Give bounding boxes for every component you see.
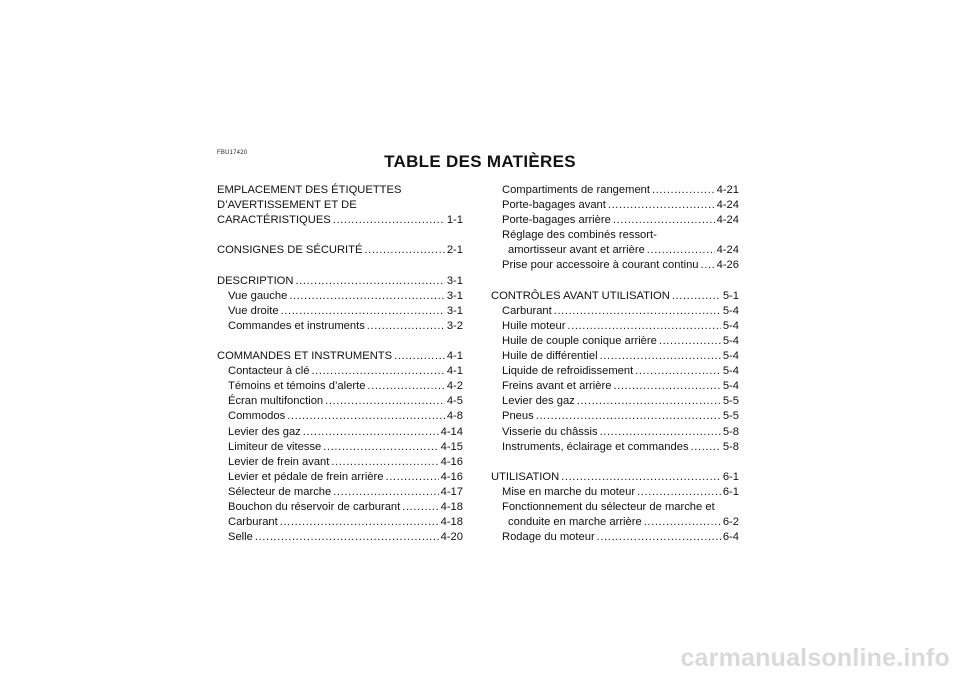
toc-leader: [331, 455, 438, 470]
toc-subentry[interactable]: [217, 364, 463, 379]
toc-entry-text: Carburant: [502, 304, 552, 317]
toc-leader: [567, 319, 720, 334]
toc-page-number: 4-15: [440, 440, 463, 453]
toc-entry-text: Mise en marche du moteur: [502, 485, 636, 498]
toc-subentry[interactable]: [491, 334, 739, 349]
toc-subentry[interactable]: [491, 319, 739, 334]
toc-leader: [597, 530, 721, 545]
toc-entry-text: Freins avant et arrière: [502, 380, 612, 393]
page-title: TABLE DES MATIÈRES: [384, 152, 576, 171]
toc-leader: [691, 440, 721, 455]
toc-leader: [255, 530, 439, 545]
toc-leader: [281, 304, 445, 319]
toc-leader: [295, 274, 444, 289]
toc-subentry[interactable]: [217, 319, 463, 334]
toc-page-number: 5-4: [722, 319, 739, 332]
toc-page-number: 4-24: [716, 244, 739, 257]
toc-entry-consignes[interactable]: [217, 243, 463, 258]
toc-entry-text: CONSIGNES DE SÉCURITÉ: [217, 244, 363, 257]
toc-leader: [367, 379, 444, 394]
toc-leader: [364, 243, 444, 258]
toc-page-number: 3-1: [446, 274, 463, 287]
toc-entry-controles[interactable]: [491, 289, 739, 304]
toc-page-number: 5-5: [722, 410, 739, 423]
toc-entry-text: Huile moteur: [502, 319, 566, 332]
toc-subentry[interactable]: [491, 364, 739, 379]
toc-page-number: 4-5: [446, 395, 463, 408]
toc-leader: [701, 258, 715, 273]
toc-subentry[interactable]: [491, 409, 739, 424]
toc-subentry[interactable]: [217, 409, 463, 424]
toc-leader: [652, 183, 715, 198]
toc-entry-text: Levier de frein avant: [228, 455, 330, 468]
toc-subentry[interactable]: [217, 485, 463, 500]
toc-leader: [402, 500, 438, 515]
toc-leader: [647, 243, 715, 258]
toc-leader: [385, 470, 438, 485]
toc-leader: [608, 198, 715, 213]
toc-entry-emplacement-line2[interactable]: D’AVERTISSEMENT ET DE: [217, 199, 357, 212]
toc-page-number: 6-1: [722, 470, 739, 483]
toc-subentry[interactable]: [491, 213, 739, 228]
toc-entry-text: COMMANDES ET INSTRUMENTS: [217, 350, 393, 363]
toc-entry-emplacement-line1[interactable]: EMPLACEMENT DES ÉTIQUETTES: [217, 184, 402, 196]
toc-page-number: 6-2: [722, 516, 739, 529]
toc-leader: [637, 485, 721, 500]
toc-entry-text: Bouchon du réservoir de carburant: [228, 500, 401, 513]
toc-subentry-selecteur-line1[interactable]: Fonctionnement du sélecteur de marche et: [502, 500, 715, 513]
toc-entry-text: amortisseur avant et arrière: [508, 244, 645, 257]
toc-leader: [635, 364, 721, 379]
toc-page-number: 6-1: [722, 485, 739, 498]
toc-page-number: 5-4: [722, 304, 739, 317]
toc-leader: [367, 319, 445, 334]
toc-page-number: 2-1: [446, 244, 463, 257]
toc-leader: [333, 213, 445, 228]
toc-leader: [280, 515, 439, 530]
toc-subentry[interactable]: [491, 258, 739, 273]
toc-page-number: 1-1: [446, 214, 463, 227]
toc-leader: [323, 440, 438, 455]
toc-page-number: 5-4: [722, 334, 739, 347]
toc-entry-text: Témoins et témoins d’alerte: [228, 380, 366, 393]
toc-subentry[interactable]: [217, 530, 463, 545]
toc-leader: [325, 394, 445, 409]
toc-entry-text: Selle: [228, 531, 253, 544]
toc-subentry[interactable]: [491, 530, 739, 545]
toc-subentry[interactable]: [491, 394, 739, 409]
toc-right-column: [491, 183, 739, 545]
toc-entry-commandes[interactable]: [217, 349, 463, 364]
toc-leader: [613, 379, 720, 394]
toc-subentry[interactable]: [491, 198, 739, 213]
toc-leader: [600, 349, 721, 364]
toc-entry-text: Levier et pédale de frein arrière: [228, 470, 384, 483]
toc-entry-text: Visserie du châssis: [502, 425, 598, 438]
toc-subentry[interactable]: [217, 500, 463, 515]
toc-entry-text: Porte-bagages avant: [502, 199, 606, 212]
toc-page-number: 4-17: [440, 485, 463, 498]
toc-entry-text: CARACTÉRISTIQUES: [217, 214, 331, 227]
toc-page-number: 5-5: [722, 395, 739, 408]
toc-page-number: 3-1: [446, 304, 463, 317]
toc-leader: [613, 213, 715, 228]
toc-leader: [287, 409, 445, 424]
toc-entry-text: Vue gauche: [228, 289, 288, 302]
toc-page-number: 4-16: [440, 455, 463, 468]
toc-leader: [600, 425, 721, 440]
toc-entry-text: Écran multifonction: [228, 395, 324, 408]
toc-entry-text: Levier des gaz: [228, 425, 301, 438]
toc-leader: [333, 485, 438, 500]
toc-page-number: 4-2: [446, 380, 463, 393]
toc-subentry[interactable]: [491, 349, 739, 364]
toc-page-number: 3-2: [446, 319, 463, 332]
toc-subentry[interactable]: [217, 304, 463, 319]
toc-page-number: 4-20: [440, 531, 463, 544]
toc-leader: [659, 334, 721, 349]
toc-entry-text: CONTRÔLES AVANT UTILISATION: [491, 289, 670, 302]
toc-page-number: 5-8: [722, 440, 739, 453]
toc-subentry-reglage[interactable]: [491, 243, 739, 258]
toc-subentry[interactable]: [491, 183, 739, 198]
toc-entry-text: Sélecteur de marche: [228, 485, 332, 498]
toc-subentry-reglage-line1[interactable]: Réglage des combinés ressort-: [502, 229, 657, 242]
toc-entry-text: Vue droite: [228, 304, 279, 317]
toc-subentry-selecteur[interactable]: [491, 515, 739, 530]
doc-code: FBU17420: [217, 150, 248, 156]
toc-entry-text: Commandes et instruments: [228, 319, 365, 332]
toc-entry-text: Limiteur de vitesse: [228, 440, 322, 453]
toc-leader: [561, 470, 721, 485]
toc-subentry[interactable]: [217, 289, 463, 304]
toc-subentry[interactable]: [491, 440, 739, 455]
toc-leader: [672, 289, 721, 304]
toc-page-number: 4-8: [446, 410, 463, 423]
toc-entry-utilisation[interactable]: [491, 470, 739, 485]
toc-entry-text: UTILISATION: [491, 470, 560, 483]
toc-subentry[interactable]: [491, 304, 739, 319]
toc-entry-text: Carburant: [228, 516, 278, 529]
toc-page-number: 5-8: [722, 425, 739, 438]
toc-entry-description[interactable]: [217, 274, 463, 289]
toc-entry-text: DESCRIPTION: [217, 274, 294, 287]
toc-entry-text: Huile de couple conique arrière: [502, 334, 657, 347]
toc-entry-text: Commodos: [228, 410, 286, 423]
toc-page-number: 4-18: [440, 500, 463, 513]
toc-left-column: [217, 183, 463, 545]
toc-subentry[interactable]: [217, 440, 463, 455]
toc-subentry[interactable]: [217, 470, 463, 485]
toc-subentry[interactable]: [217, 455, 463, 470]
toc-page-number: 3-1: [446, 289, 463, 302]
toc-entry-text: Instruments, éclairage et commandes: [502, 440, 689, 453]
toc-entry-text: conduite en marche arrière: [508, 516, 642, 529]
toc-entry-emplacement[interactable]: [217, 213, 463, 228]
toc-entry-text: Contacteur à clé: [228, 365, 310, 378]
toc-leader: [554, 304, 721, 319]
toc-page-number: 6-4: [722, 531, 739, 544]
toc-leader: [303, 425, 439, 440]
toc-entry-text: Rodage du moteur: [502, 531, 595, 544]
toc-entry-text: Levier des gaz: [502, 395, 575, 408]
toc-leader: [311, 364, 444, 379]
toc-subentry[interactable]: [491, 485, 739, 500]
toc-page-number: 5-4: [722, 350, 739, 363]
toc-subentry[interactable]: [217, 425, 463, 440]
toc-entry-text: Liquide de refroidissement: [502, 365, 634, 378]
toc-page-number: 5-4: [722, 365, 739, 378]
toc-leader: [394, 349, 445, 364]
toc-subentry[interactable]: [217, 515, 463, 530]
toc-page-number: 4-14: [440, 425, 463, 438]
toc-subentry[interactable]: [491, 379, 739, 394]
toc-entry-text: Prise pour accessoire à courant continu: [502, 259, 699, 272]
toc-page-number: 4-26: [716, 259, 739, 272]
toc-entry-text: Compartiments de rangement: [502, 184, 650, 196]
toc-subentry[interactable]: [217, 394, 463, 409]
toc-leader: [577, 394, 721, 409]
toc-page-number: 5-4: [722, 380, 739, 393]
toc-leader: [644, 515, 721, 530]
toc-entry-text: Porte-bagages arrière: [502, 214, 611, 227]
toc-subentry[interactable]: [491, 425, 739, 440]
toc-leader: [536, 409, 721, 424]
watermark: carmanualsonline.info: [680, 644, 950, 672]
toc-page-number: 4-16: [440, 470, 463, 483]
toc-entry-text: Huile de différentiel: [502, 350, 598, 363]
toc-page-number: 4-1: [446, 350, 463, 363]
toc-page-number: 4-24: [716, 199, 739, 212]
toc-page-number: 4-21: [716, 184, 739, 196]
toc-entry-text: Pneus: [502, 410, 534, 423]
toc-page-number: 4-24: [716, 214, 739, 227]
toc-page-number: 5-1: [722, 289, 739, 302]
toc-page-number: 4-18: [440, 516, 463, 529]
toc-subentry[interactable]: [217, 379, 463, 394]
toc-page-number: 4-1: [446, 365, 463, 378]
toc-leader: [289, 289, 445, 304]
